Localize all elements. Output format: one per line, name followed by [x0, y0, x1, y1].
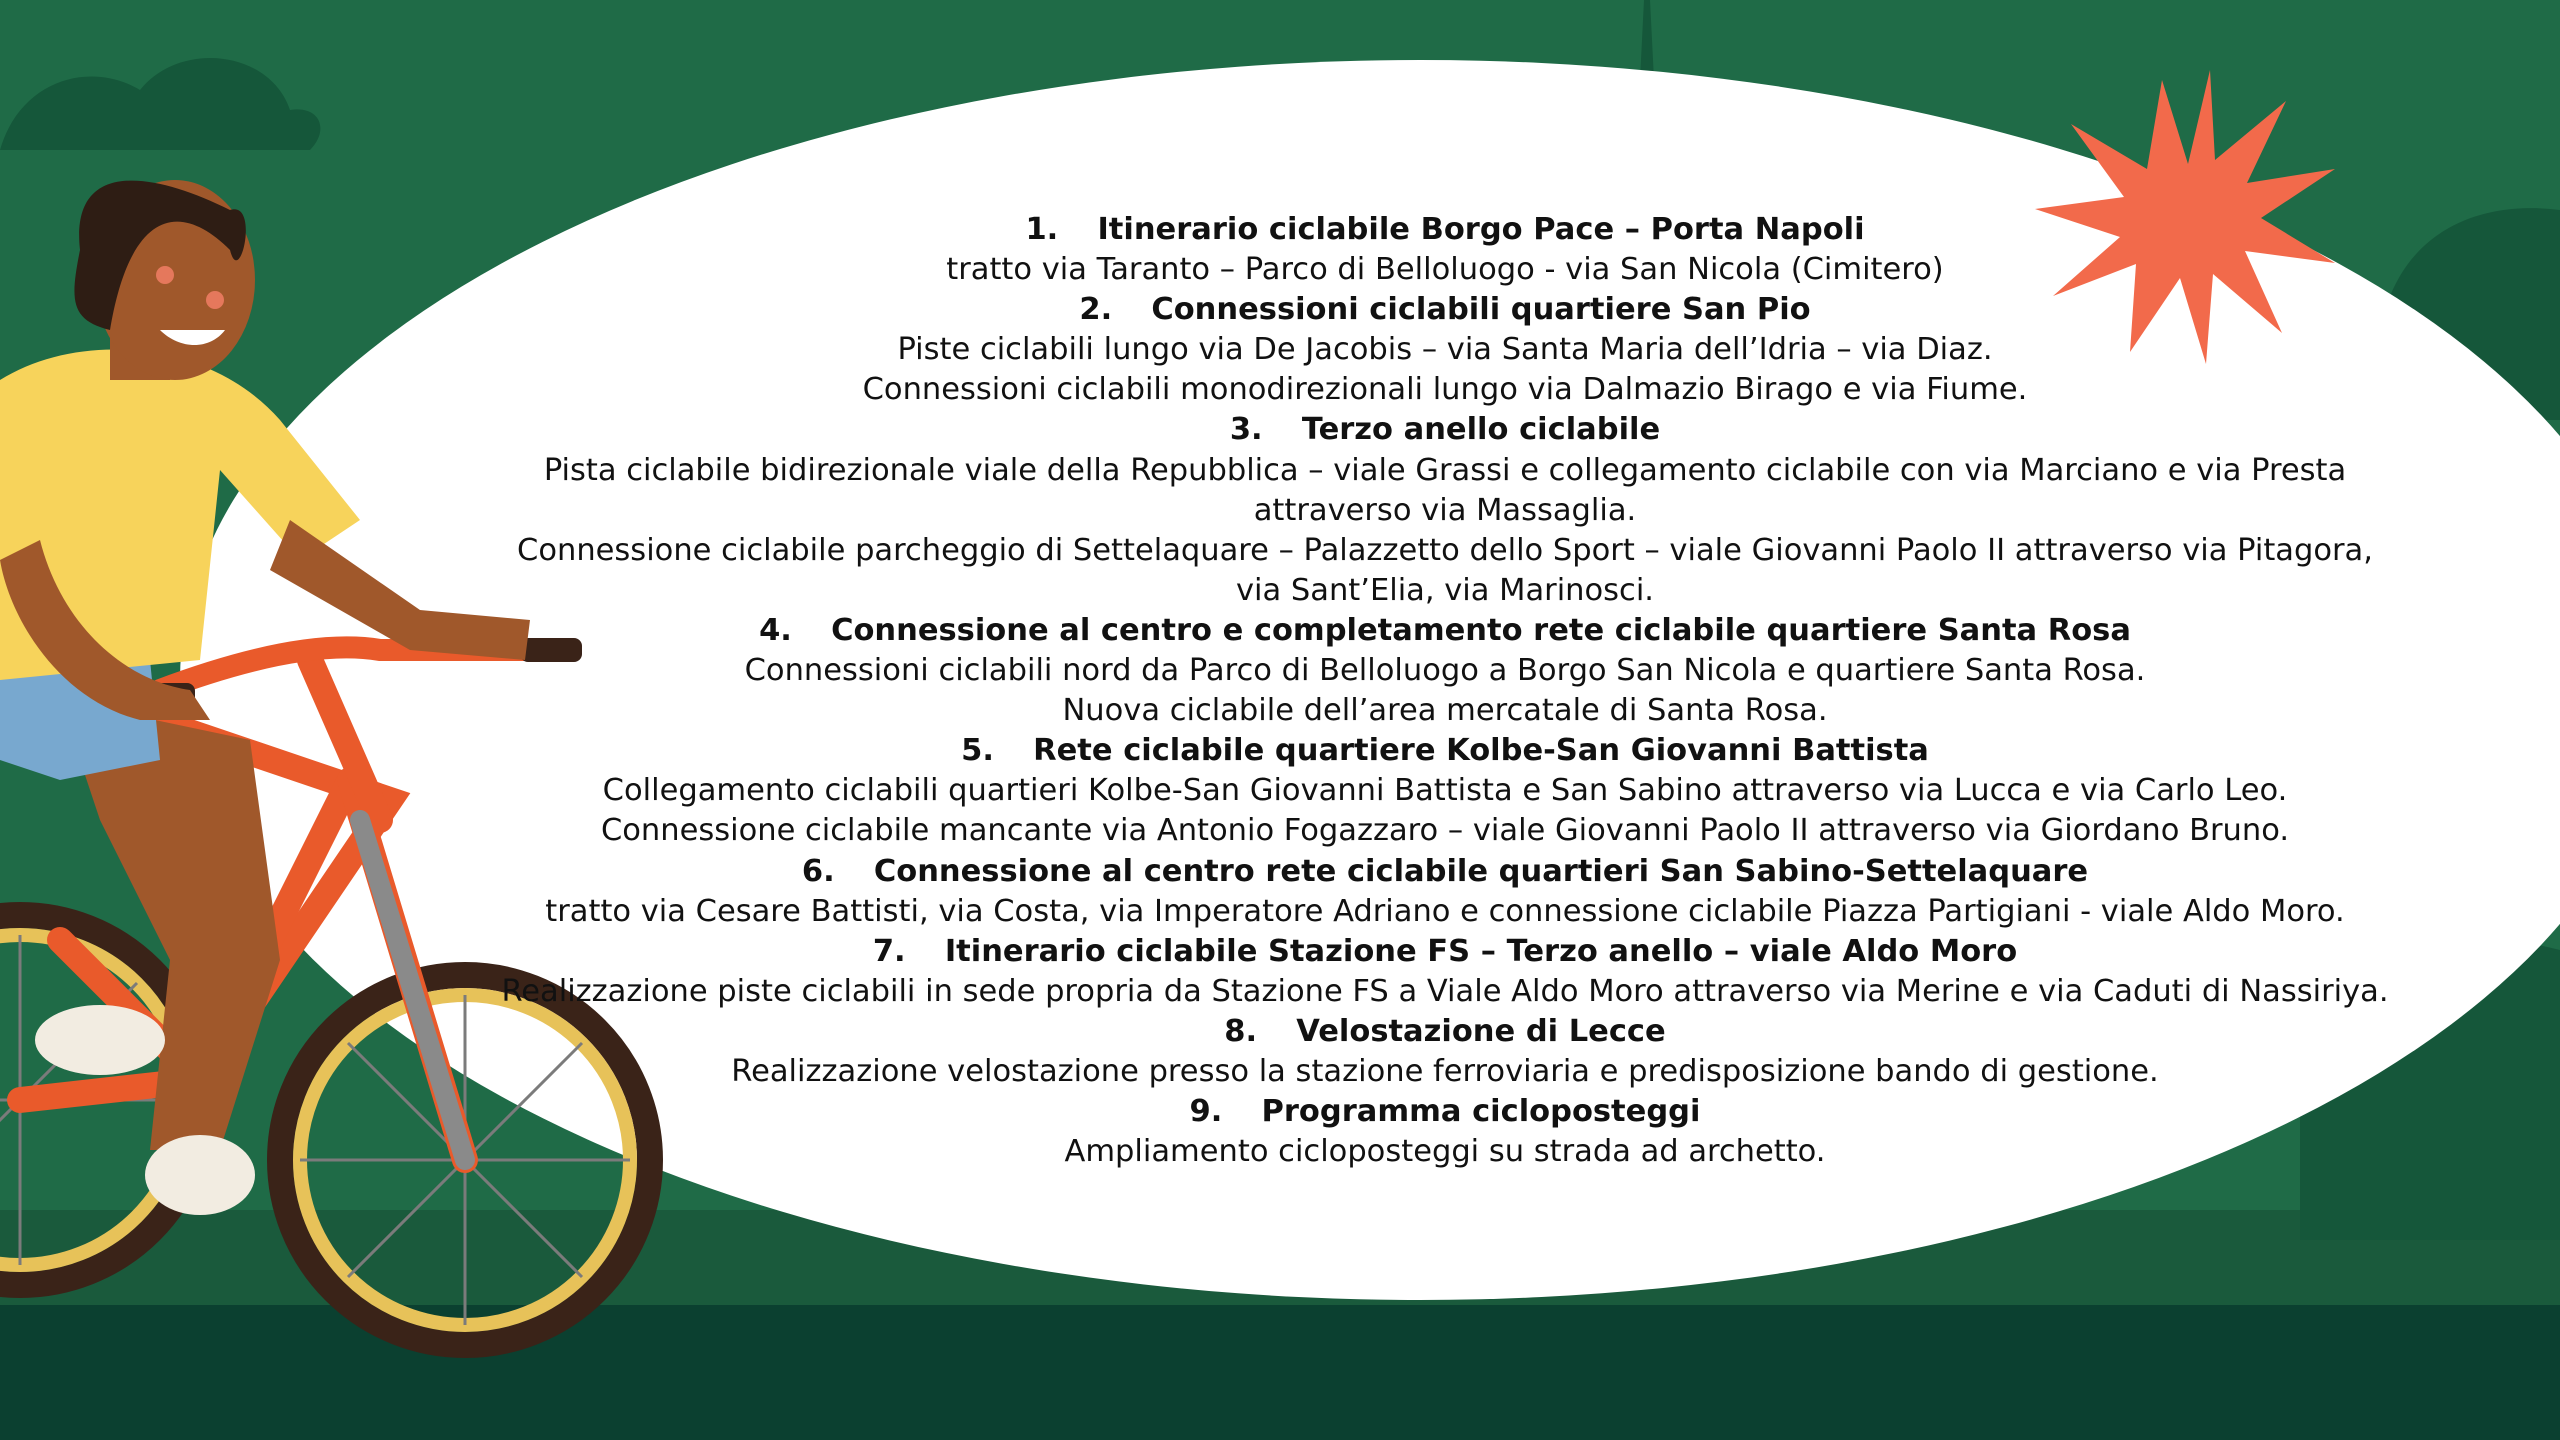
item-detail: Pista ciclabile bidirezionale viale della Repubblica – viale Grassi e collegamento ciclabile con via Marciano e via Presta	[543, 452, 2347, 488]
item-heading	[480, 290, 2410, 330]
item-title: Programma cicloposteggi	[1261, 1094, 1701, 1130]
cloud-icon	[0, 58, 320, 150]
item-detail: Realizzazione piste ciclabili in sede propria da Stazione FS a Viale Aldo Moro attraverso via Merine e via Caduti di Nassiriya.	[501, 973, 2389, 1009]
item-number: 5.	[961, 733, 994, 769]
tower-silhouette	[1640, 0, 1654, 80]
item-heading	[480, 1092, 2410, 1132]
item-title: Connessioni ciclabili quartiere San Pio	[1151, 292, 1811, 328]
item-detail: Piste ciclabili lungo via De Jacobis – via Santa Maria dell’Idria – via Diaz.	[897, 332, 1993, 368]
item-title: Rete ciclabile quartiere Kolbe-San Giovanni Battista	[1033, 733, 1929, 769]
item-number: 3.	[1229, 412, 1263, 448]
item-heading	[480, 731, 2410, 771]
item-number: 7.	[872, 933, 906, 969]
item-title: Connessione al centro e completamento rete ciclabile quartiere Santa Rosa	[831, 612, 2131, 648]
item-detail: attraverso via Massaglia.	[1253, 492, 1637, 528]
itinerary-list	[480, 210, 2410, 1172]
item-number: 1.	[1025, 212, 1059, 247]
item-detail: tratto via Cesare Battisti, via Costa, via Imperatore Adriano e connessione ciclabile Piazza Partigiani - viale Aldo Moro.	[545, 893, 2345, 929]
item-detail: Realizzazione velostazione presso la stazione ferroviaria e predisposizione bando di gestione.	[731, 1053, 2159, 1089]
item-title: Itinerario ciclabile Stazione FS – Terzo anello – viale Aldo Moro	[944, 933, 2018, 969]
item-number: 9.	[1189, 1094, 1223, 1130]
item-detail: tratto via Taranto – Parco di Belloluogo - via San Nicola (Cimitero)	[946, 252, 1944, 288]
item-detail: Ampliamento cicloposteggi su strada ad archetto.	[1064, 1134, 1826, 1170]
item-number: 4.	[759, 612, 792, 648]
item-detail: Connessioni ciclabili monodirezionali lungo via Dalmazio Birago e via Fiume.	[862, 372, 2028, 408]
item-heading	[480, 210, 2410, 250]
item-number: 8.	[1224, 1013, 1258, 1049]
item-title: Velostazione di Lecce	[1296, 1013, 1666, 1049]
item-heading	[480, 932, 2410, 972]
item-detail: Connessione ciclabile mancante via Antonio Fogazzaro – viale Giovanni Paolo II attraverso via Giordano Bruno.	[600, 813, 2290, 849]
item-title: Connessione al centro rete ciclabile quartieri San Sabino-Settelaquare	[873, 853, 2089, 889]
item-heading	[480, 852, 2410, 892]
item-heading	[480, 611, 2410, 651]
item-heading	[480, 1012, 2410, 1052]
item-title: Itinerario ciclabile Borgo Pace – Porta Napoli	[1097, 212, 1865, 247]
item-detail: via Sant’Elia, via Marinosci.	[1236, 572, 1654, 608]
item-detail: Nuova ciclabile dell’area mercatale di Santa Rosa.	[1062, 693, 1828, 729]
item-title: Terzo anello ciclabile	[1301, 412, 1661, 448]
item-detail: Connessione ciclabile parcheggio di Settelaquare – Palazzetto dello Sport – viale Giovanni Paolo II attraverso via Pitagora,	[517, 532, 2373, 568]
item-heading	[480, 410, 2410, 450]
item-number: 6.	[801, 853, 835, 889]
item-number: 2.	[1079, 292, 1113, 328]
item-detail: Connessioni ciclabili nord da Parco di Belloluogo a Borgo San Nicola e quartiere Santa Rosa.	[744, 653, 2146, 689]
item-detail: Collegamento ciclabili quartieri Kolbe-San Giovanni Battista e San Sabino attraverso via Lucca e via Carlo Leo.	[602, 773, 2288, 809]
